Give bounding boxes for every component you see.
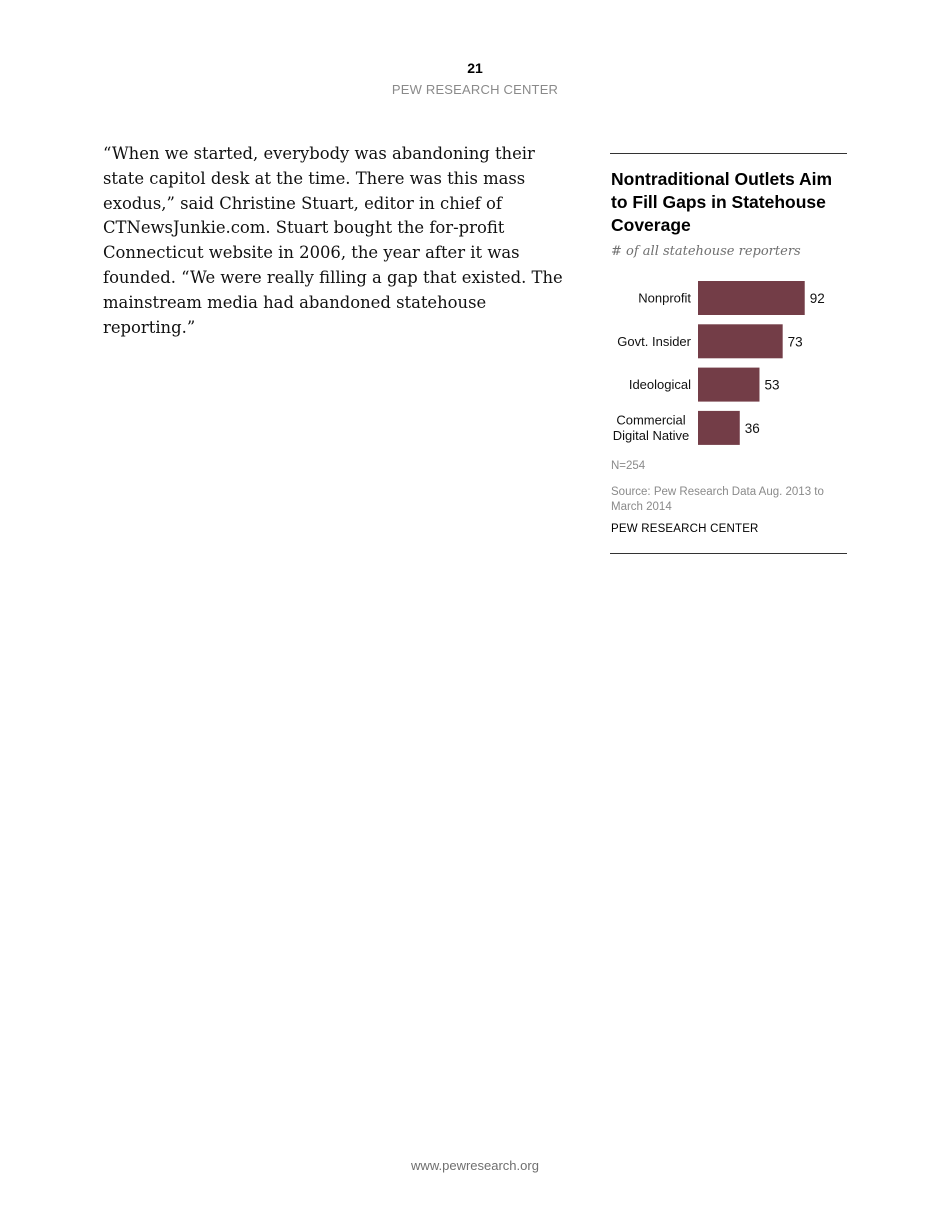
bar-0: [698, 281, 805, 315]
chart-subtitle: # of all statehouse reporters: [611, 244, 801, 259]
chart-brand: PEW RESEARCH CENTER: [611, 523, 759, 535]
bar-value-label: 92: [809, 291, 825, 306]
chart-note: N=254: [611, 460, 646, 472]
bar-value-label: 36: [744, 420, 760, 436]
category-label: Nonprofit: [638, 290, 691, 306]
bar-chart: [610, 276, 847, 456]
bar-2: [698, 368, 759, 402]
footer-url: www.pewresearch.org: [411, 1158, 539, 1173]
category-label: Commercial Digital Native: [612, 412, 690, 444]
page-number: 21: [467, 60, 483, 76]
chart-sidebar: [610, 153, 847, 554]
chart-source: Source: Pew Research Data Aug. 2013 to March 2014: [611, 486, 824, 513]
bar-value-label: 53: [764, 377, 780, 393]
body-paragraph: “When we started, everybody was abandoning their state capitol desk at the time. There was this mass exodus,” said Christine Stuart, editor in chief of CTNewsJunkie.com. Stuart bought the for-profit Connecticut website in 2006, the year after it was founded. “We were really filling a gap that existed. The mainstream media had abandoned statehouse reporting.”: [103, 144, 563, 337]
bar-3: [698, 411, 740, 445]
category-label: Govt. Insider: [617, 333, 691, 349]
bar-1: [698, 324, 783, 358]
bar-value-label: 73: [787, 334, 803, 350]
category-label: Ideological: [628, 377, 691, 393]
chart-title: Nontraditional Outlets Aim to Fill Gaps in Statehouse Coverage: [611, 169, 833, 235]
page-header-org: PEW RESEARCH CENTER: [391, 82, 559, 97]
